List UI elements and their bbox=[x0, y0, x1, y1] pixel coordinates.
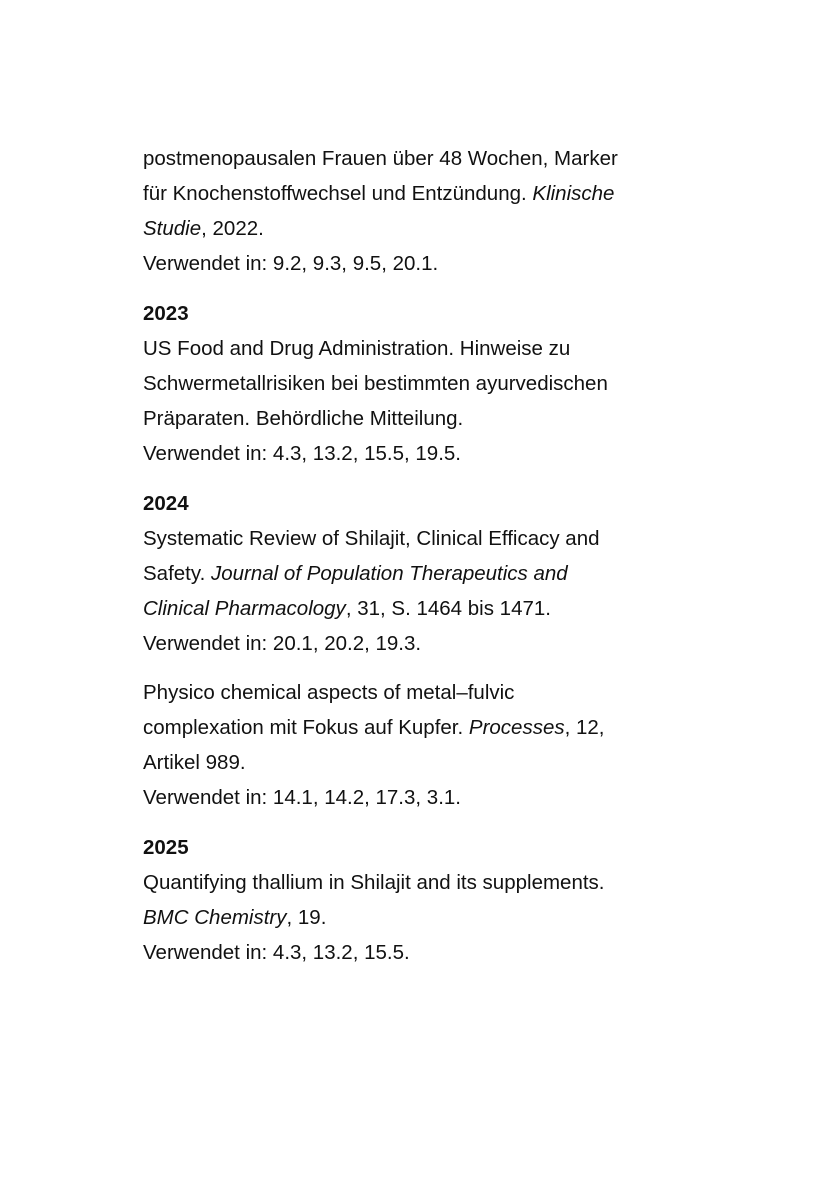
reference-line: Präparaten. Behördliche Mitteilung. bbox=[143, 407, 464, 430]
reference-line: US Food and Drug Administration. Hinweise zu bbox=[143, 337, 571, 360]
reference-line: Artikel 989. bbox=[143, 751, 246, 774]
journal-title: Clinical Pharmacology bbox=[143, 597, 346, 620]
document-page bbox=[143, 141, 703, 970]
year-heading: 2023 bbox=[143, 302, 189, 325]
reference-line: Physico chemical aspects of metal–fulvic bbox=[143, 681, 515, 704]
year-heading: 2024 bbox=[143, 492, 189, 515]
reference-line: complexation mit Fokus auf Kupfer. Processes, 12, bbox=[143, 716, 605, 739]
journal-title: BMC Chemistry bbox=[143, 906, 287, 929]
journal-title: Studie bbox=[143, 217, 202, 240]
reference-entry bbox=[143, 675, 703, 815]
reference-line: Studie, 2022. bbox=[143, 217, 264, 240]
reference-line: postmenopausalen Frauen über 48 Wochen, Marker bbox=[143, 147, 618, 170]
journal-title: Klinische bbox=[532, 182, 615, 205]
used-in-line: Verwendet in: 4.3, 13.2, 15.5. bbox=[143, 941, 410, 964]
reference-line: BMC Chemistry, 19. bbox=[143, 906, 327, 929]
used-in-line: Verwendet in: 4.3, 13.2, 15.5, 19.5. bbox=[143, 442, 461, 465]
used-in-line: Verwendet in: 20.1, 20.2, 19.3. bbox=[143, 632, 422, 655]
reference-line: Safety. Journal of Population Therapeutics and bbox=[143, 562, 568, 585]
reference-line: Clinical Pharmacology, 31, S. 1464 bis 1471. bbox=[143, 597, 551, 620]
reference-entry bbox=[143, 331, 703, 471]
year-heading: 2025 bbox=[143, 836, 189, 859]
used-in-line: Verwendet in: 14.1, 14.2, 17.3, 3.1. bbox=[143, 786, 461, 809]
reference-entry bbox=[143, 865, 703, 970]
journal-title: Journal of Population Therapeutics and bbox=[211, 562, 568, 585]
journal-title: Processes bbox=[468, 716, 565, 739]
reference-line: für Knochenstoffwechsel und Entzündung. Klinische bbox=[143, 182, 615, 205]
reference-line: Quantifying thallium in Shilajit and its supplements. bbox=[143, 871, 605, 894]
reference-entry bbox=[143, 521, 703, 661]
reference-line: Schwermetallrisiken bei bestimmten ayurvedischen bbox=[143, 372, 608, 395]
reference-entry bbox=[143, 141, 703, 281]
reference-line: Systematic Review of Shilajit, Clinical Efficacy and bbox=[143, 527, 600, 550]
used-in-line: Verwendet in: 9.2, 9.3, 9.5, 20.1. bbox=[143, 252, 439, 275]
